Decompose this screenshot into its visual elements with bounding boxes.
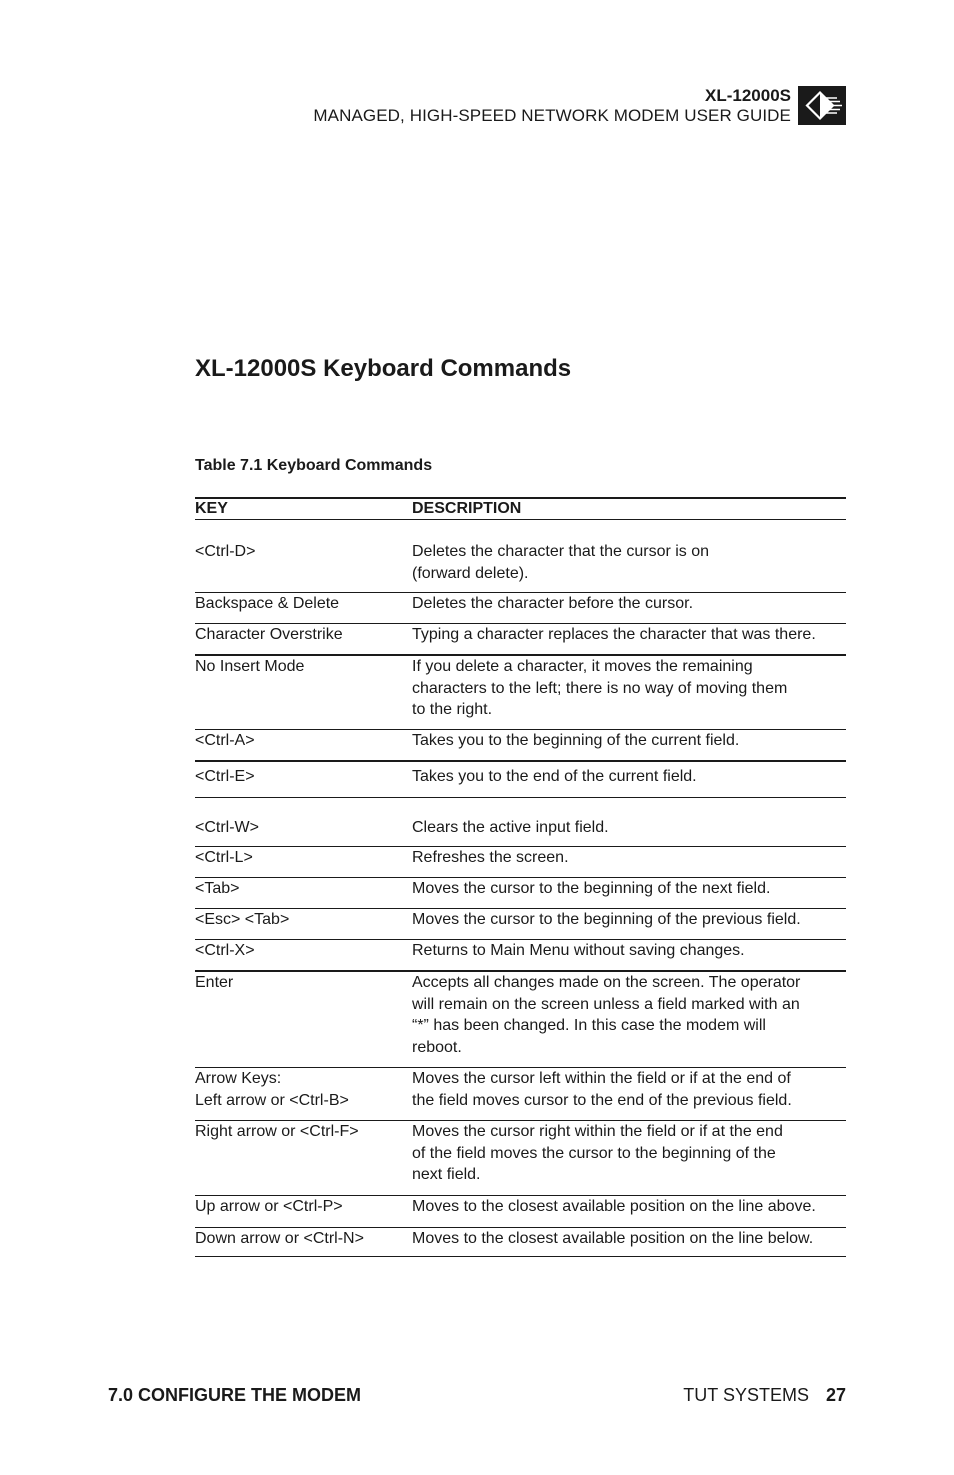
key-cell: Up arrow or <Ctrl-P> xyxy=(195,1198,343,1215)
description-cell: Moves the cursor left within the field or if at the end of the field moves cursor to the end of the previous field. xyxy=(412,1070,792,1109)
description-cell: Moves to the closest available position on the line above. xyxy=(412,1198,816,1215)
key-cell: Down arrow or <Ctrl-N> xyxy=(195,1230,364,1247)
column-header-description: DESCRIPTION xyxy=(412,500,522,517)
table-row xyxy=(195,877,846,908)
key-cell: <Ctrl-W> xyxy=(195,819,259,836)
running-header xyxy=(313,86,791,126)
description-cell: Deletes the character that the cursor is on (forward delete). xyxy=(412,543,710,582)
description-cell: Moves the cursor to the beginning of the next field. xyxy=(412,880,771,897)
table-row xyxy=(195,520,846,592)
page-number: 27 xyxy=(825,1385,846,1405)
table-row xyxy=(195,1120,846,1195)
footer-company: TUT SYSTEMS xyxy=(683,1385,809,1405)
table-row xyxy=(195,908,846,939)
description-cell: Deletes the character before the cursor. xyxy=(412,595,694,612)
description-cell: Moves the cursor to the beginning of the previous field. xyxy=(412,911,801,928)
page-title: XL-12000S Keyboard Commands xyxy=(195,355,572,382)
description-cell: Refreshes the screen. xyxy=(412,849,569,866)
key-cell: Arrow Keys: Left arrow or <Ctrl-B> xyxy=(195,1070,349,1109)
key-cell: <Tab> xyxy=(195,880,240,897)
tut-systems-logo-icon xyxy=(798,86,846,125)
key-cell: Backspace & Delete xyxy=(195,595,340,612)
table-row xyxy=(195,1195,846,1227)
table-row xyxy=(195,592,846,623)
key-cell: Character Overstrike xyxy=(195,626,343,643)
key-cell: <Ctrl-L> xyxy=(195,849,253,866)
table-row xyxy=(195,970,846,1067)
footer-section-title: 7.0 CONFIGURE THE MODEM xyxy=(108,1385,362,1405)
table-header-row xyxy=(195,499,846,520)
description-cell: Typing a character replaces the character that was there. xyxy=(412,626,816,643)
description-cell: Accepts all changes made on the screen. The operator will remain on the screen unless a field marked with an “*” has been changed. In this case the modem will reboot. xyxy=(412,974,801,1056)
table-row xyxy=(195,760,846,797)
description-cell: Takes you to the end of the current field. xyxy=(412,768,697,785)
description-cell: Moves to the closest available position on the line below. xyxy=(412,1230,814,1247)
table-caption: Table 7.1 Keyboard Commands xyxy=(195,457,433,474)
description-cell: If you delete a character, it moves the remaining characters to the left; there is no way of moving them to the right. xyxy=(412,658,788,718)
table-row xyxy=(195,939,846,970)
key-cell: Enter xyxy=(195,974,234,991)
description-cell: Returns to Main Menu without saving changes. xyxy=(412,942,745,959)
key-cell: <Ctrl-D> xyxy=(195,543,256,560)
table-row xyxy=(195,797,846,846)
keyboard-commands-table xyxy=(195,497,846,1257)
table-row xyxy=(195,1067,846,1120)
table-row xyxy=(195,654,846,729)
table-body xyxy=(195,520,846,1256)
table-row xyxy=(195,846,846,877)
key-cell: <Ctrl-X> xyxy=(195,942,255,959)
header-guide-title: MANAGED, HIGH-SPEED NETWORK MODEM USER GUIDE xyxy=(313,106,791,125)
key-cell: Right arrow or <Ctrl-F> xyxy=(195,1123,359,1140)
key-cell: No Insert Mode xyxy=(195,658,305,675)
key-cell: <Ctrl-E> xyxy=(195,768,255,785)
description-cell: Moves the cursor right within the field or if at the end of the field moves the cursor to the beginning of the next field. xyxy=(412,1123,783,1183)
table-row xyxy=(195,729,846,760)
table-row xyxy=(195,1227,846,1256)
footer-right xyxy=(683,1384,846,1406)
description-cell: Clears the active input field. xyxy=(412,819,609,836)
key-cell: <Ctrl-A> xyxy=(195,732,255,749)
header-product-name: XL-12000S xyxy=(705,86,791,105)
key-cell: <Esc> <Tab> xyxy=(195,911,290,928)
table-row xyxy=(195,623,846,654)
column-header-key: KEY xyxy=(195,500,228,517)
description-cell: Takes you to the beginning of the current field. xyxy=(412,732,740,749)
